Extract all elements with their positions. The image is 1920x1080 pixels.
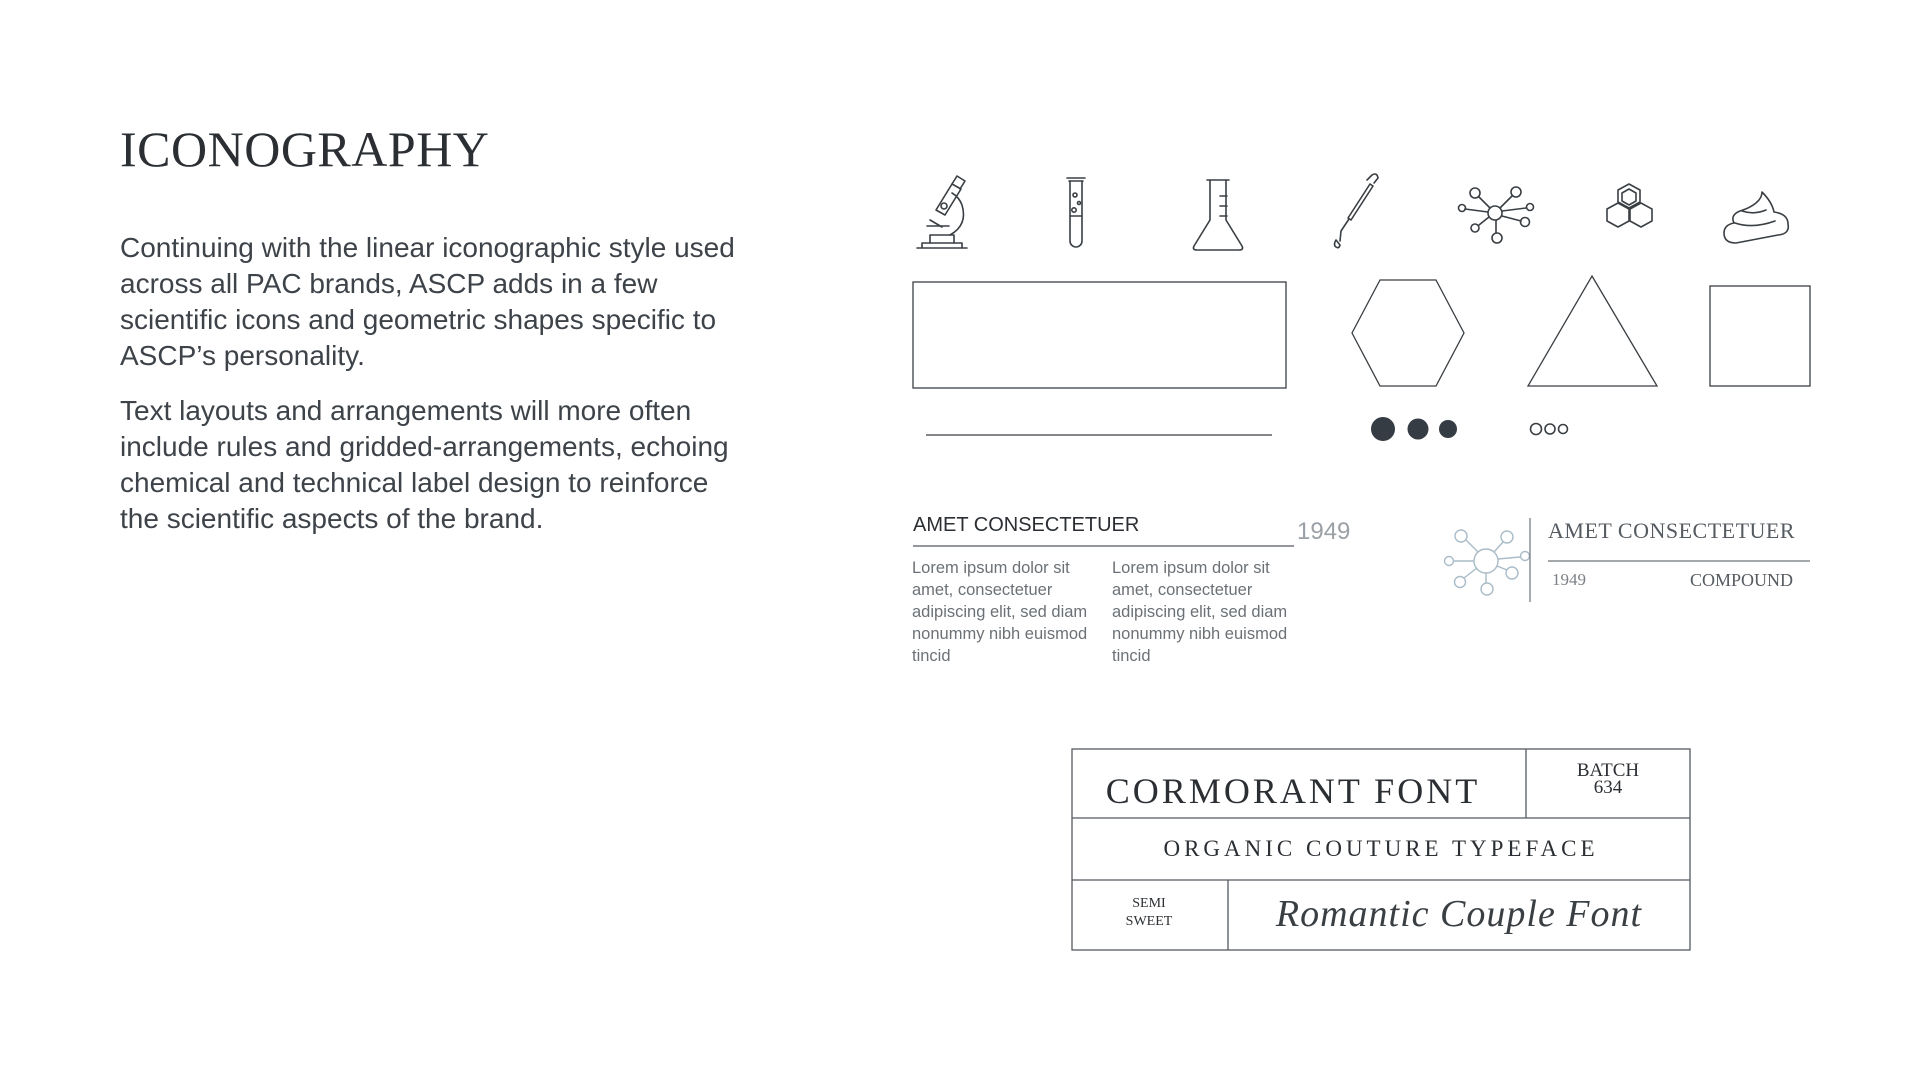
flask-icon bbox=[1193, 180, 1242, 250]
layout-heading: AMET CONSECTETUER bbox=[913, 514, 1140, 536]
molecule-icon bbox=[1459, 187, 1534, 243]
outline-dots bbox=[1531, 424, 1568, 435]
molecule-tinted-icon bbox=[1445, 530, 1530, 595]
rectangle-shape bbox=[913, 282, 1286, 388]
script-font-sample: Romantic Couple Font bbox=[1275, 893, 1643, 935]
layout-column-2: Lorem ipsum dolor sit amet, consectetuer adipiscing elit, sed diam nonummy nibh euismod tincid bbox=[1112, 559, 1288, 665]
font-name: CORMORANT FONT bbox=[1105, 771, 1481, 811]
semi-word: SEMI bbox=[1132, 896, 1166, 911]
hexagon-shape bbox=[1352, 280, 1464, 386]
test-tube-icon bbox=[1067, 178, 1085, 247]
layout-column-1: Lorem ipsum dolor sit amet, consectetuer adipiscing elit, sed diam nonummy nibh euismod tincid bbox=[912, 559, 1088, 665]
filled-dots bbox=[1371, 417, 1457, 441]
page-title: ICONOGRAPHY bbox=[120, 121, 490, 177]
intro-paragraph: Continuing with the linear iconographic style used across all PAC brands, ASCP adds in a few scientific icons and geometric shapes specific to ASCP’s personality. bbox=[120, 232, 735, 371]
batch-cell bbox=[1526, 762, 1690, 796]
sweet-word: SWEET bbox=[1125, 914, 1173, 929]
batch-word: BATCH bbox=[1576, 760, 1640, 781]
font-subtitle: ORGANIC COUTURE TYPEFACE bbox=[1163, 836, 1599, 861]
layout-paragraph: Text layouts and arrangements will more often include rules and gridded-arrangements, echoing chemical and technical label design to reinforce the scientific aspects of the brand. bbox=[120, 395, 729, 534]
compound-title: AMET CONSECTETUER bbox=[1548, 518, 1796, 543]
triangle-shape bbox=[1528, 276, 1657, 386]
square-shape bbox=[1710, 286, 1810, 386]
layout-year: 1949 bbox=[1297, 518, 1351, 545]
compound-year: 1949 bbox=[1552, 570, 1586, 589]
pipette-icon bbox=[1335, 174, 1379, 248]
compound-word: COMPOUND bbox=[1690, 570, 1794, 590]
semi-sweet-cell bbox=[1072, 895, 1226, 931]
batch-number: 634 bbox=[1593, 777, 1623, 798]
cream-dollop-icon bbox=[1724, 192, 1788, 243]
hexagon-cluster-icon bbox=[1607, 184, 1652, 227]
microscope-icon bbox=[917, 176, 967, 248]
